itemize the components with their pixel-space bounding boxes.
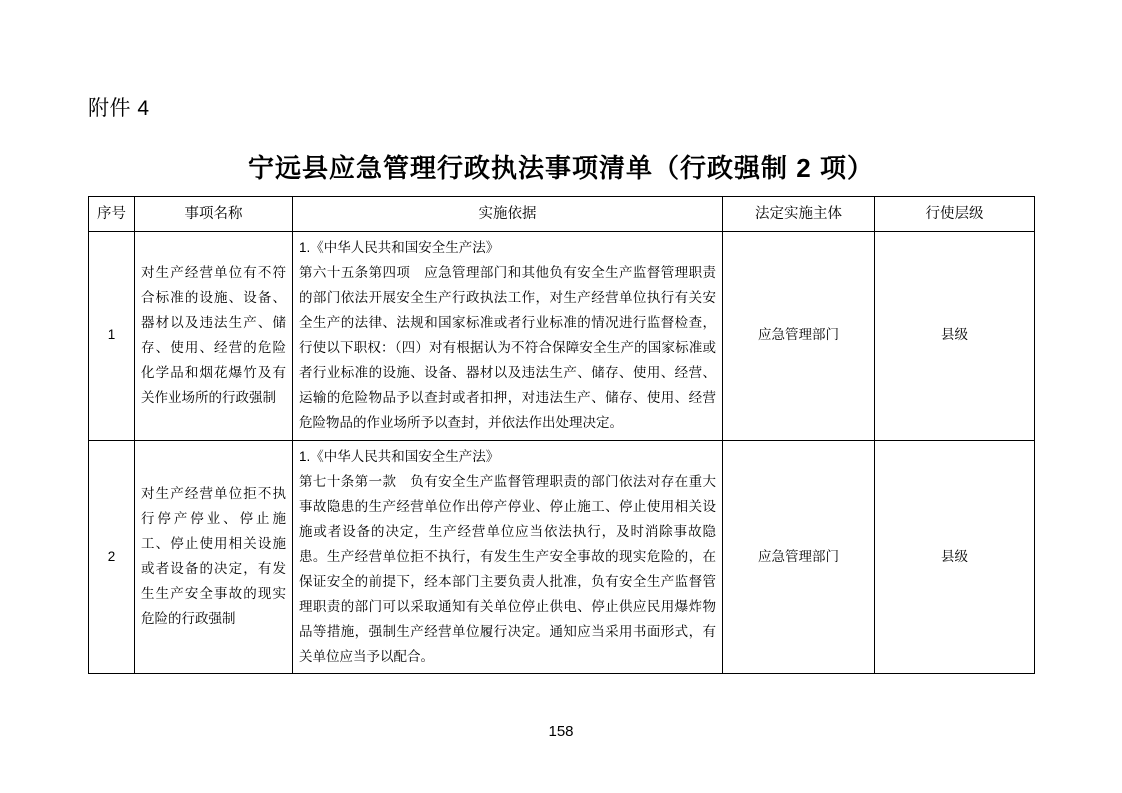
item-basis <box>293 232 723 441</box>
item-basis-law: 1.《中华人民共和国安全生产法》 <box>299 448 500 464</box>
item-name: 对生产经营单位有不符合标准的设施、设备、器材以及违法生产、储存、使用、经营的危险化学品和烟花爆竹及有关作业场所的行政强制 <box>135 232 293 441</box>
column-header-level: 行使层级 <box>875 197 1035 232</box>
item-basis <box>293 440 723 674</box>
table-header-row <box>89 197 1035 232</box>
item-subject: 应急管理部门 <box>723 440 875 674</box>
row-number: 2 <box>89 440 135 674</box>
column-header-no: 序号 <box>89 197 135 232</box>
item-name: 对生产经营单位拒不执行停产停业、停止施工、停止使用相关设施或者设备的决定，有发生生产安全事故的现实危险的行政强制 <box>135 440 293 674</box>
table-row <box>89 440 1035 674</box>
item-level: 县级 <box>875 440 1035 674</box>
row-number: 1 <box>89 232 135 441</box>
attachment-label: 附件 4 <box>88 97 150 120</box>
column-header-basis: 实施依据 <box>293 197 723 232</box>
table-row <box>89 232 1035 441</box>
item-subject: 应急管理部门 <box>723 232 875 441</box>
item-basis-text: 第六十五条第四项 应急管理部门和其他负有安全生产监督管理职责的部门依法开展安全生产行政执法工作，对生产经营单位执行有关安全生产的法律、法规和国家标准或者行业标准的情况进行监督检查，行使以下职权：（四）对有根据认为不符合保障安全生产的国家标准或者行业标准的设施、设备、器材以及违法生产、储存、使用、经营、运输的危险物品予以查封或者扣押，对违法生产、储存、使用、经营危险物品的作业场所予以查封，并依法作出处理决定。 <box>299 264 716 430</box>
page-number: 158 <box>548 723 574 740</box>
item-basis-law: 1.《中华人民共和国安全生产法》 <box>299 240 500 255</box>
enforcement-items-table <box>88 196 1035 674</box>
column-header-subject: 法定实施主体 <box>723 197 875 232</box>
column-header-name: 事项名称 <box>135 197 293 232</box>
page-title: 宁远县应急管理行政执法事项清单（行政强制 2 项） <box>248 153 874 183</box>
item-basis-text: 第七十条第一款 负有安全生产监督管理职责的部门依法对存在重大事故隐患的生产经营单位作出停产停业、停止施工、停止使用相关设施或者设备的决定，生产经营单位应当依法执行，及时消除事故隐患。生产经营单位拒不执行，有发生生产安全事故的现实危险的，在保证安全的前提下，经本部门主要负责人批准，负有安全生产监督管理职责的部门可以采取通知有关单位停止供电、停止供应民用爆炸物品等措施，强制生产经营单位履行决定。通知应当采用书面形式，有关单位应当予以配合。 <box>299 473 716 664</box>
item-level: 县级 <box>875 232 1035 441</box>
